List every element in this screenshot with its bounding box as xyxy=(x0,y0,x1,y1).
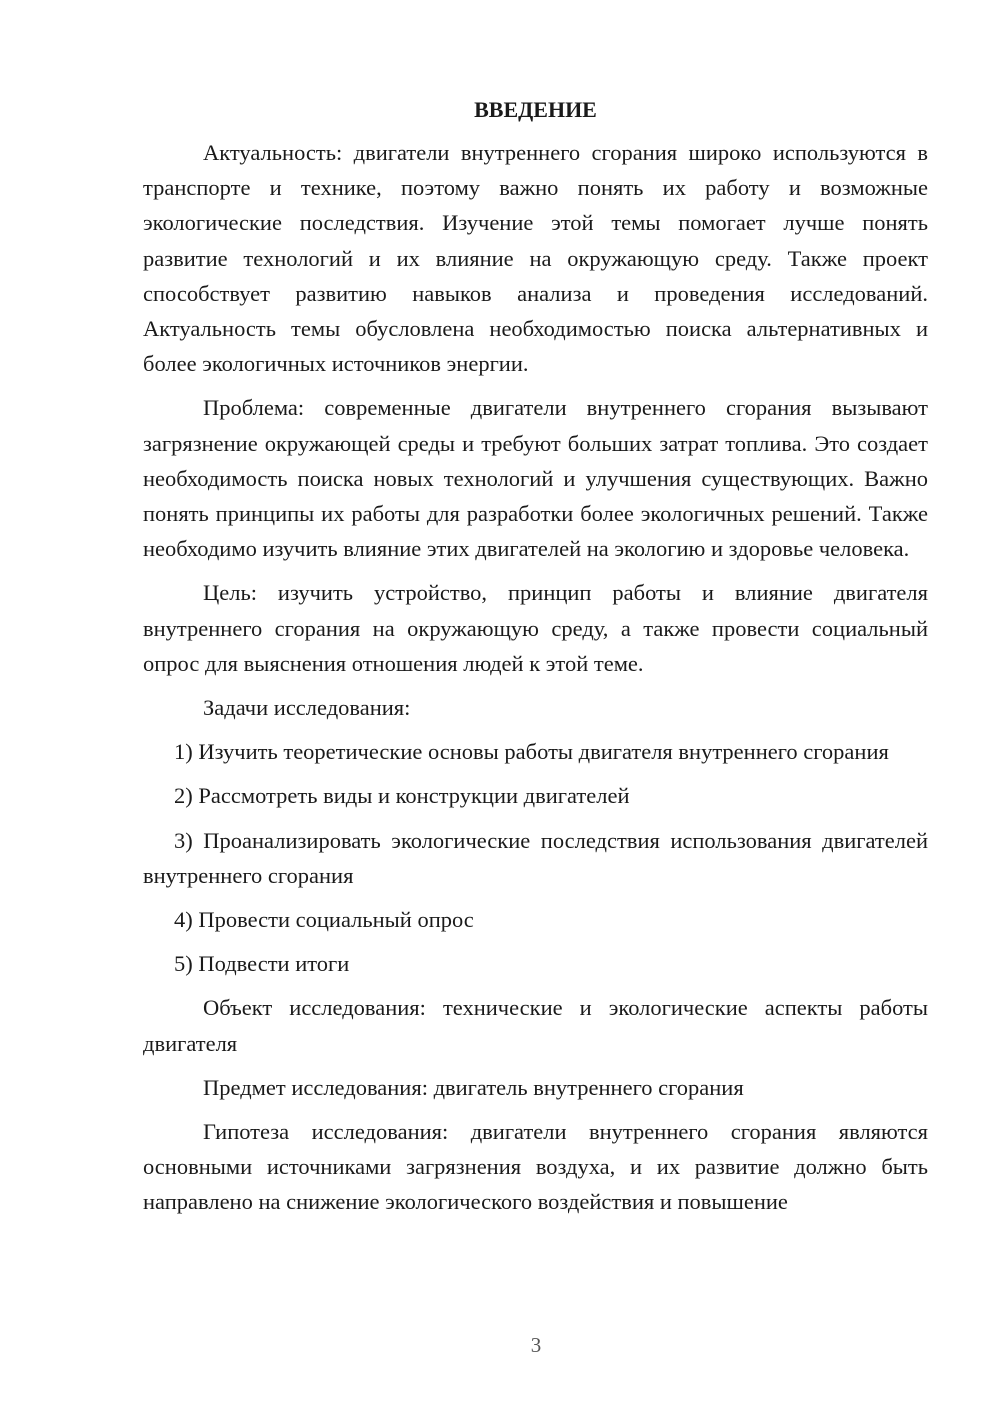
paragraph-object: Объект исследования: технические и экологические аспекты работы двигателя xyxy=(143,995,928,1056)
section-title: ВВЕДЕНИЕ xyxy=(474,97,597,122)
paragraph-hypothesis: Гипотеза исследования: двигатели внутреннего сгорания являются основными источниками загрязнения воздуха, и их развитие должно быть направлено на снижение экологического воздействия и повышение xyxy=(143,1119,928,1215)
task-list xyxy=(143,734,928,981)
task-item-1: 1) Изучить теоретические основы работы двигателя внутреннего сгорания xyxy=(174,739,889,765)
paragraph-problem: Проблема: современные двигатели внутреннего сгорания вызывают загрязнение окружающей среды и требуют больших затрат топлива. Это создает необходимость поиска новых технологий и улучшения существующих. Важно понять принципы их работы для разработки более экологичных решений. Также необходимо изучить влияние этих двигателей на экологию и здоровье человека. xyxy=(143,395,928,562)
paragraph-goal: Цель: изучить устройство, принцип работы и влияние двигателя внутреннего сгорания на окружающую среду, а также провести социальный опрос для выяснения отношения людей к этой теме. xyxy=(143,580,928,676)
task-item-5: 5) Подвести итоги xyxy=(174,951,350,977)
task-item-3: 3) Проанализировать экологические последствия использования двигателей внутреннего сгорания xyxy=(143,827,928,888)
task-item-2: 2) Рассмотреть виды и конструкции двигателей xyxy=(174,783,630,809)
paragraph-subject: Предмет исследования: двигатель внутреннего сгорания xyxy=(203,1074,744,1100)
paragraph-relevance: Актуальность: двигатели внутреннего сгорания широко используются в транспорте и технике, поэтому важно понять их работу и возможные экологические последствия. Изучение этой темы помогает лучше понять развитие технологий и их влияние на окружающую среду. Также проект способствует развитию навыков анализа и проведения исследований. Актуальность темы обусловлена необходимостью поиска альтернативных и более экологичных источников энергии. xyxy=(143,140,928,377)
paragraph-tasks-heading: Задачи исследования: xyxy=(203,695,411,721)
document-page xyxy=(143,92,928,1229)
page-number: 3 xyxy=(530,1333,542,1357)
task-item-4: 4) Провести социальный опрос xyxy=(174,907,474,933)
